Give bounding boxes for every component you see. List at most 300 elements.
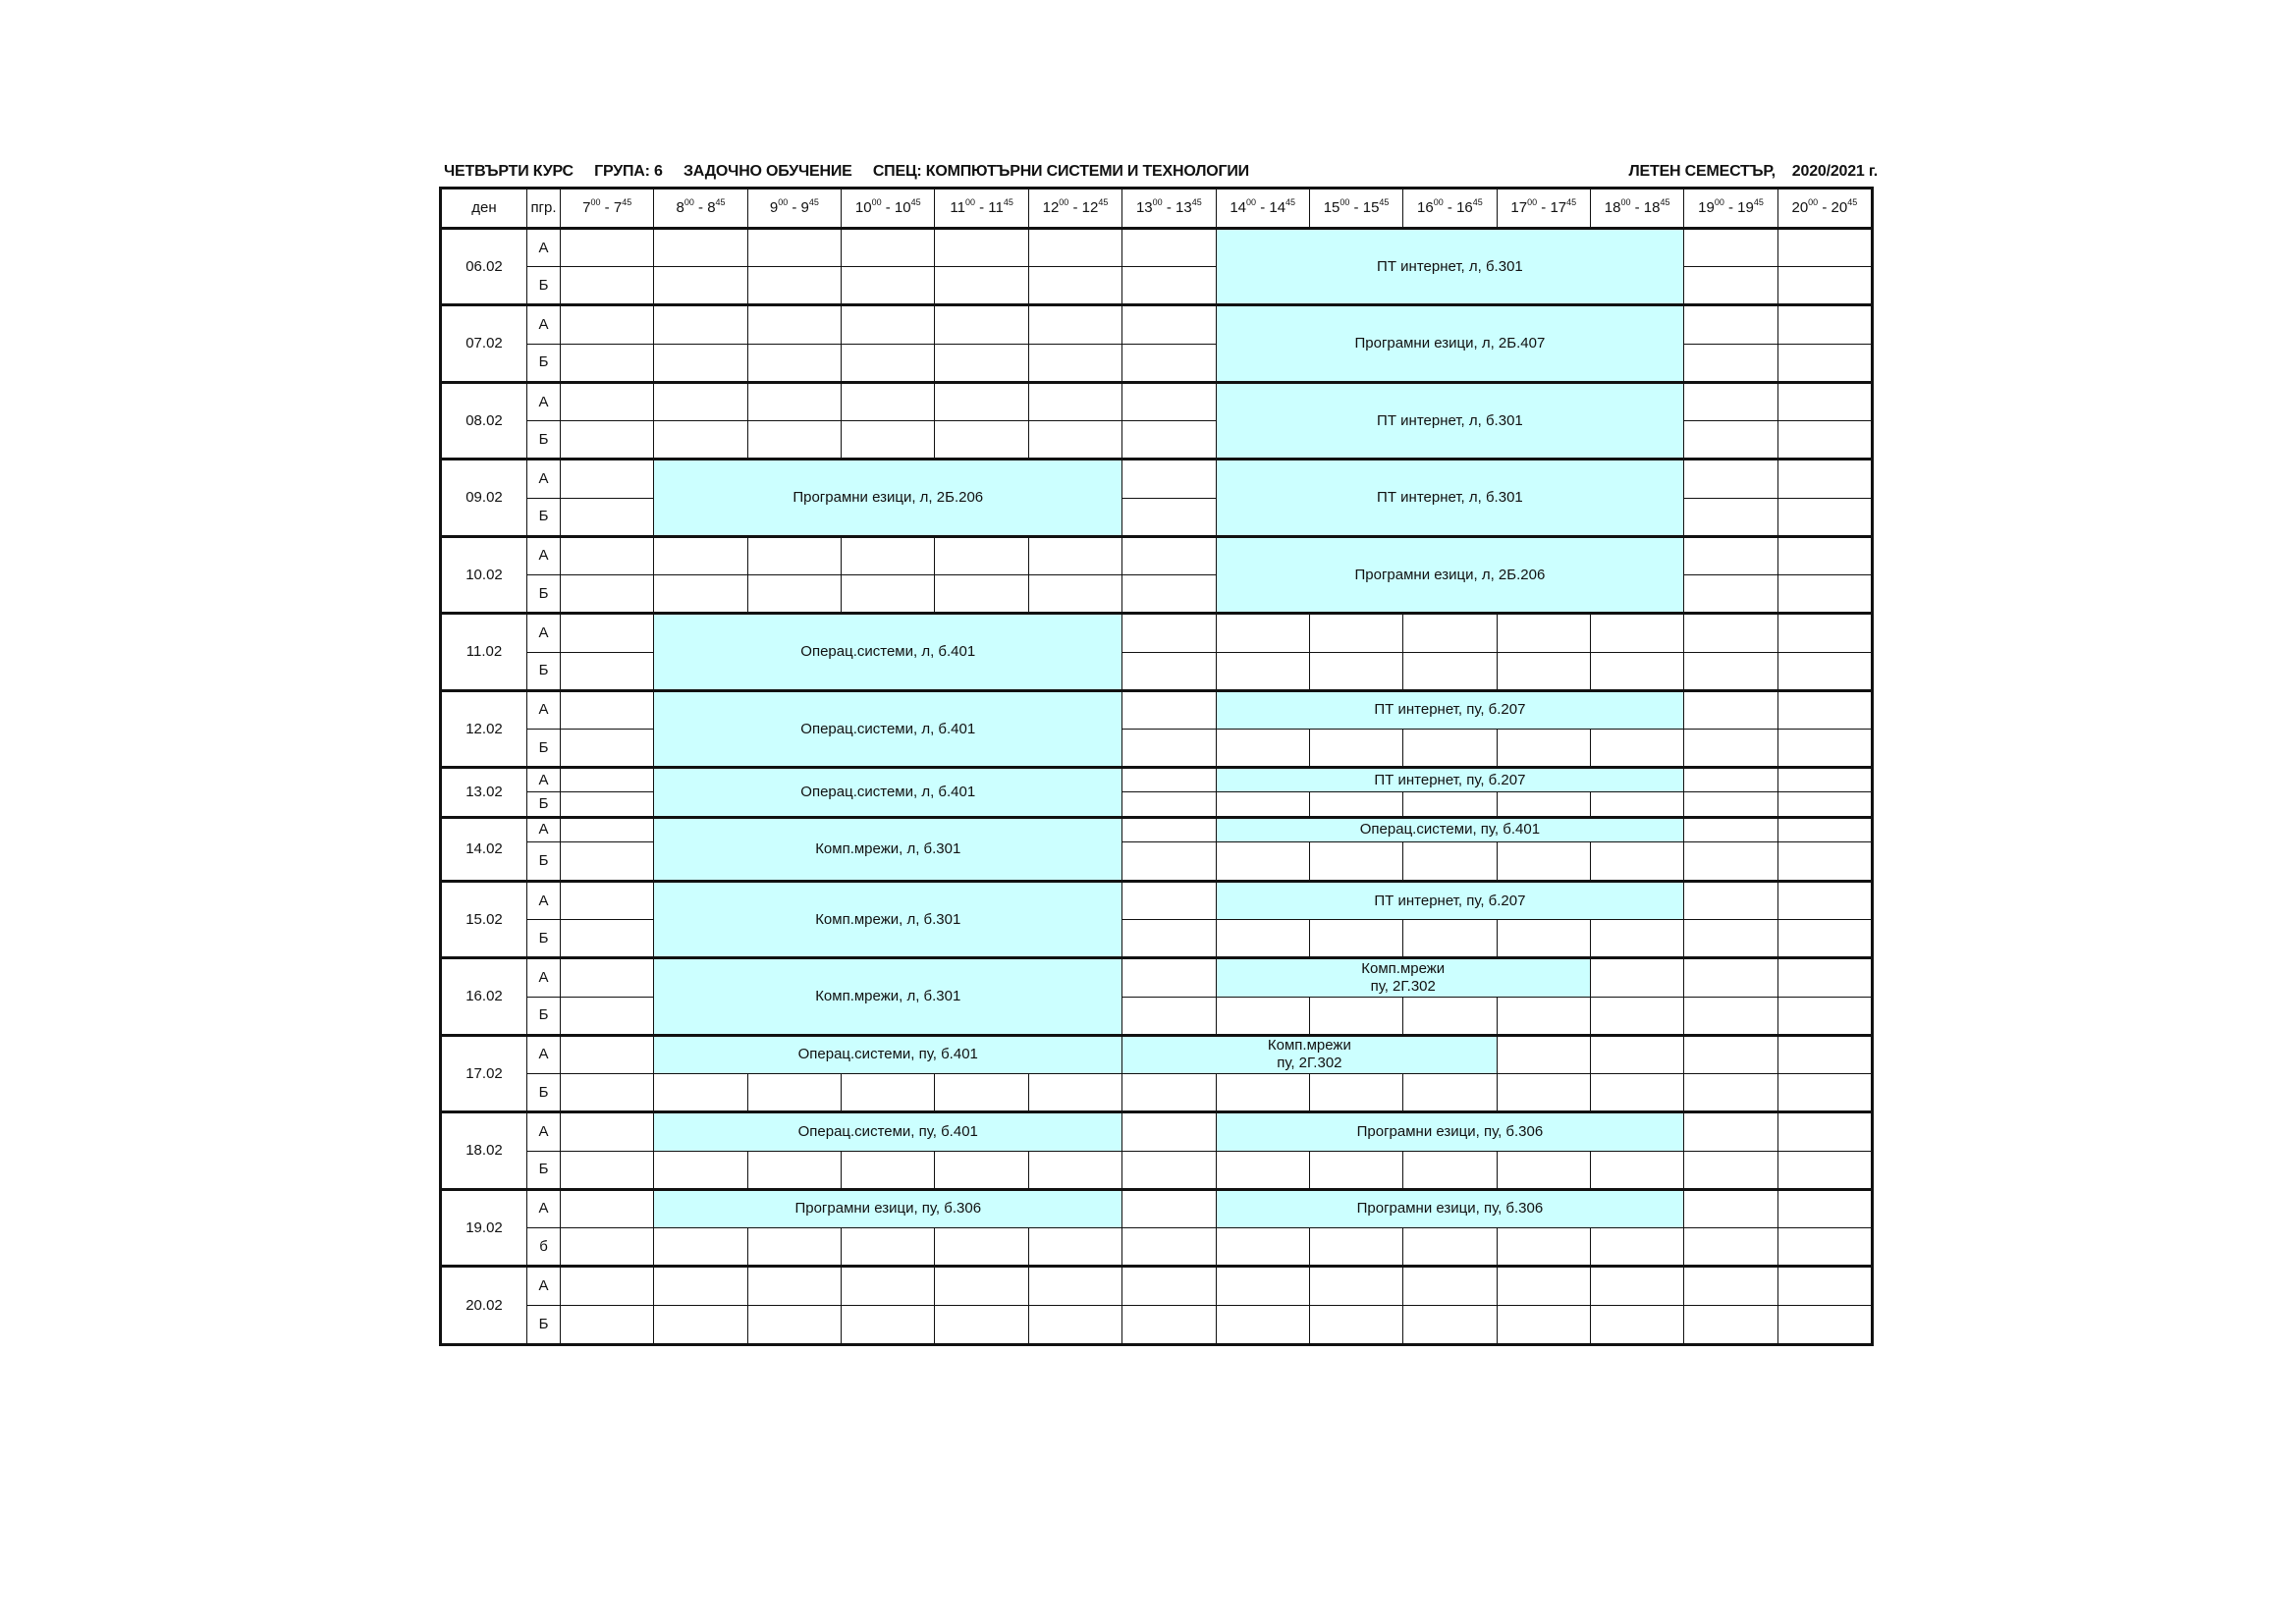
subgroup-label: А <box>527 817 561 841</box>
empty-slot <box>1028 305 1121 344</box>
empty-slot <box>561 1189 654 1227</box>
empty-slot <box>1777 652 1871 690</box>
subgroup-label: А <box>527 536 561 574</box>
empty-slot <box>654 229 747 267</box>
day-column-header: ден <box>442 189 527 229</box>
empty-slot <box>1216 1228 1309 1267</box>
empty-slot <box>1403 997 1497 1035</box>
empty-slot <box>1684 1035 1777 1073</box>
empty-slot <box>1684 344 1777 382</box>
empty-slot <box>1777 1035 1871 1073</box>
empty-slot <box>935 1151 1028 1189</box>
empty-slot <box>561 1151 654 1189</box>
day-date: 18.02 <box>442 1112 527 1189</box>
subgroup-label: Б <box>527 267 561 305</box>
empty-slot <box>842 229 935 267</box>
empty-slot <box>1403 730 1497 768</box>
empty-slot <box>1122 1305 1216 1343</box>
empty-slot <box>747 229 841 267</box>
empty-slot <box>1497 1151 1590 1189</box>
empty-slot <box>1777 614 1871 652</box>
empty-slot <box>1122 690 1216 729</box>
subgroup-column-header: пгр. <box>527 189 561 229</box>
empty-slot <box>1216 730 1309 768</box>
empty-slot <box>561 1112 654 1151</box>
empty-slot <box>747 344 841 382</box>
empty-slot <box>654 1305 747 1343</box>
empty-slot <box>1590 792 1683 817</box>
empty-slot <box>561 997 654 1035</box>
subgroup-label: А <box>527 229 561 267</box>
empty-slot <box>1216 1074 1309 1112</box>
empty-slot <box>1122 817 1216 841</box>
empty-slot <box>1590 841 1683 881</box>
empty-slot <box>1403 1074 1497 1112</box>
empty-slot <box>1777 841 1871 881</box>
empty-slot <box>1122 958 1216 997</box>
subgroup-label: А <box>527 1035 561 1073</box>
time-slot-header: $20^{00} - 20^{45}$ <box>1777 189 1871 229</box>
empty-slot <box>842 305 935 344</box>
empty-slot <box>1497 1267 1590 1305</box>
day-date: 19.02 <box>442 1189 527 1266</box>
class-event: Комп.мрежи, л, б.301 <box>654 881 1122 957</box>
empty-slot <box>1122 1228 1216 1267</box>
empty-slot <box>1684 267 1777 305</box>
empty-slot <box>561 792 654 817</box>
empty-slot <box>1684 1305 1777 1343</box>
empty-slot <box>842 382 935 420</box>
empty-slot <box>1028 267 1121 305</box>
empty-slot <box>1309 730 1402 768</box>
empty-slot <box>654 1228 747 1267</box>
empty-slot <box>1122 267 1216 305</box>
day-date: 20.02 <box>442 1267 527 1344</box>
class-event: Операц.системи, л, б.401 <box>654 768 1122 817</box>
empty-slot <box>1684 881 1777 919</box>
day-date: 08.02 <box>442 382 527 459</box>
time-slot-header: $8^{00} - 8^{45}$ <box>654 189 747 229</box>
schedule-row <box>442 1074 1872 1112</box>
empty-slot <box>1684 690 1777 729</box>
empty-slot <box>1777 1228 1871 1267</box>
schedule-row <box>442 229 1872 267</box>
empty-slot <box>1590 920 1683 958</box>
empty-slot <box>935 575 1028 614</box>
subgroup-label: А <box>527 1189 561 1227</box>
subgroup-label: Б <box>527 652 561 690</box>
time-slot-header: $18^{00} - 18^{45}$ <box>1590 189 1683 229</box>
empty-slot <box>654 421 747 460</box>
empty-slot <box>654 575 747 614</box>
empty-slot <box>1403 614 1497 652</box>
empty-slot <box>561 267 654 305</box>
empty-slot <box>1122 421 1216 460</box>
empty-slot <box>1590 1151 1683 1189</box>
empty-slot <box>1590 1267 1683 1305</box>
schedule-header <box>444 163 1878 185</box>
subgroup-label: Б <box>527 575 561 614</box>
subgroup-label: Б <box>527 498 561 536</box>
empty-slot <box>1403 652 1497 690</box>
empty-slot <box>561 690 654 729</box>
day-date: 07.02 <box>442 305 527 382</box>
empty-slot <box>1216 841 1309 881</box>
empty-slot <box>1122 841 1216 881</box>
empty-slot <box>747 575 841 614</box>
day-date: 14.02 <box>442 817 527 881</box>
empty-slot <box>842 1074 935 1112</box>
day-date: 16.02 <box>442 958 527 1035</box>
empty-slot <box>1684 768 1777 792</box>
empty-slot <box>561 652 654 690</box>
empty-slot <box>1684 920 1777 958</box>
time-slot-header: $9^{00} - 9^{45}$ <box>747 189 841 229</box>
empty-slot <box>1590 1228 1683 1267</box>
class-event: Програмни езици, пу, б.306 <box>1216 1189 1684 1227</box>
empty-slot <box>1684 460 1777 498</box>
class-event: Програмни езици, л, 2Б.206 <box>654 460 1122 536</box>
empty-slot <box>1497 792 1590 817</box>
empty-slot <box>1684 730 1777 768</box>
class-event: Комп.мрежи, л, б.301 <box>654 817 1122 881</box>
day-date: 10.02 <box>442 536 527 613</box>
empty-slot <box>1122 997 1216 1035</box>
empty-slot <box>1028 536 1121 574</box>
subgroup-label: Б <box>527 730 561 768</box>
empty-slot <box>1028 1267 1121 1305</box>
schedule-row <box>442 1112 1872 1151</box>
subgroup-label: Б <box>527 997 561 1035</box>
empty-slot <box>747 1305 841 1343</box>
empty-slot <box>1777 1112 1871 1151</box>
empty-slot <box>747 1228 841 1267</box>
empty-slot <box>654 1151 747 1189</box>
empty-slot <box>1777 768 1871 792</box>
empty-slot <box>1122 730 1216 768</box>
empty-slot <box>1122 792 1216 817</box>
empty-slot <box>1684 652 1777 690</box>
empty-slot <box>1403 841 1497 881</box>
schedule-row <box>442 958 1872 997</box>
empty-slot <box>1309 1074 1402 1112</box>
empty-slot <box>561 498 654 536</box>
empty-slot <box>561 536 654 574</box>
empty-slot <box>1216 1305 1309 1343</box>
subgroup-label: Б <box>527 1074 561 1112</box>
empty-slot <box>842 421 935 460</box>
subgroup-label: Б <box>527 1151 561 1189</box>
empty-slot <box>1777 958 1871 997</box>
empty-slot <box>747 421 841 460</box>
empty-slot <box>1122 382 1216 420</box>
schedule-row <box>442 1305 1872 1343</box>
time-slot-header: $15^{00} - 15^{45}$ <box>1309 189 1402 229</box>
empty-slot <box>1684 1228 1777 1267</box>
empty-slot <box>561 614 654 652</box>
schedule-row <box>442 1228 1872 1267</box>
empty-slot <box>561 305 654 344</box>
empty-slot <box>1028 1074 1121 1112</box>
empty-slot <box>1684 498 1777 536</box>
empty-slot <box>1309 652 1402 690</box>
subgroup-label: А <box>527 614 561 652</box>
empty-slot <box>1497 920 1590 958</box>
empty-slot <box>1684 997 1777 1035</box>
subgroup-label: б <box>527 1228 561 1267</box>
header-course-info: ЧЕТВЪРТИ КУРС ГРУПА: 6 ЗАДОЧНО ОБУЧЕНИЕ СПЕЦ: КОМПЮТЪРНИ СИСТЕМИ И ТЕХНОЛОГИИ <box>444 163 1249 180</box>
empty-slot <box>935 1267 1028 1305</box>
empty-slot <box>1684 841 1777 881</box>
empty-slot <box>747 1267 841 1305</box>
empty-slot <box>1777 730 1871 768</box>
empty-slot <box>1028 1151 1121 1189</box>
empty-slot <box>1216 792 1309 817</box>
empty-slot <box>1777 1189 1871 1227</box>
empty-slot <box>1777 267 1871 305</box>
time-slot-header: $11^{00} - 11^{45}$ <box>935 189 1028 229</box>
empty-slot <box>1028 575 1121 614</box>
empty-slot <box>1684 229 1777 267</box>
empty-slot <box>1684 792 1777 817</box>
empty-slot <box>1497 1228 1590 1267</box>
empty-slot <box>654 1074 747 1112</box>
empty-slot <box>747 305 841 344</box>
class-event: Операц.системи, л, б.401 <box>654 614 1122 690</box>
empty-slot <box>1122 768 1216 792</box>
empty-slot <box>1216 997 1309 1035</box>
empty-slot <box>1122 536 1216 574</box>
empty-slot <box>935 267 1028 305</box>
empty-slot <box>1403 1305 1497 1343</box>
class-event: Комп.мрежи пу, 2Г.302 <box>1216 958 1590 997</box>
empty-slot <box>1403 920 1497 958</box>
empty-slot <box>842 267 935 305</box>
empty-slot <box>1122 1267 1216 1305</box>
empty-slot <box>1684 614 1777 652</box>
empty-slot <box>1122 229 1216 267</box>
subgroup-label: А <box>527 881 561 919</box>
empty-slot <box>1497 1305 1590 1343</box>
empty-slot <box>1309 841 1402 881</box>
empty-slot <box>1122 614 1216 652</box>
empty-slot <box>654 382 747 420</box>
empty-slot <box>1309 792 1402 817</box>
empty-slot <box>935 1305 1028 1343</box>
empty-slot <box>935 536 1028 574</box>
empty-slot <box>654 267 747 305</box>
time-slot-header: $13^{00} - 13^{45}$ <box>1122 189 1216 229</box>
empty-slot <box>561 460 654 498</box>
empty-slot <box>1216 614 1309 652</box>
empty-slot <box>1684 575 1777 614</box>
class-event: ПТ интернет, л, б.301 <box>1216 460 1684 536</box>
empty-slot <box>1777 690 1871 729</box>
empty-slot <box>1777 792 1871 817</box>
class-event: ПТ интернет, л, б.301 <box>1216 229 1684 305</box>
subgroup-label: А <box>527 460 561 498</box>
empty-slot <box>935 421 1028 460</box>
day-date: 15.02 <box>442 881 527 957</box>
empty-slot <box>842 1305 935 1343</box>
empty-slot <box>1777 1267 1871 1305</box>
empty-slot <box>1777 421 1871 460</box>
subgroup-label: Б <box>527 792 561 817</box>
schedule-row <box>442 768 1872 792</box>
empty-slot <box>842 344 935 382</box>
empty-slot <box>1122 881 1216 919</box>
schedule-row <box>442 614 1872 652</box>
empty-slot <box>1216 1151 1309 1189</box>
empty-slot <box>1684 1074 1777 1112</box>
empty-slot <box>1309 1151 1402 1189</box>
class-event: ПТ интернет, пу, б.207 <box>1216 768 1684 792</box>
schedule-row <box>442 1189 1872 1227</box>
empty-slot <box>1497 841 1590 881</box>
class-event: Операц.системи, пу, б.401 <box>654 1035 1122 1073</box>
subgroup-label: А <box>527 1267 561 1305</box>
subgroup-label: Б <box>527 344 561 382</box>
empty-slot <box>1684 382 1777 420</box>
empty-slot <box>1216 1267 1309 1305</box>
empty-slot <box>1122 1151 1216 1189</box>
schedule-row <box>442 881 1872 919</box>
empty-slot <box>654 536 747 574</box>
schedule-row <box>442 1035 1872 1073</box>
empty-slot <box>1684 1151 1777 1189</box>
empty-slot <box>1777 997 1871 1035</box>
empty-slot <box>1777 1305 1871 1343</box>
class-event: ПТ интернет, пу, б.207 <box>1216 690 1684 729</box>
empty-slot <box>747 1074 841 1112</box>
empty-slot <box>561 920 654 958</box>
empty-slot <box>561 1074 654 1112</box>
empty-slot <box>1590 1074 1683 1112</box>
empty-slot <box>1590 614 1683 652</box>
empty-slot <box>1028 1305 1121 1343</box>
empty-slot <box>1122 1112 1216 1151</box>
empty-slot <box>561 768 654 792</box>
empty-slot <box>1122 460 1216 498</box>
empty-slot <box>747 536 841 574</box>
empty-slot <box>1684 1189 1777 1227</box>
empty-slot <box>1122 652 1216 690</box>
empty-slot <box>1497 997 1590 1035</box>
time-slot-header: $10^{00} - 10^{45}$ <box>842 189 935 229</box>
empty-slot <box>935 305 1028 344</box>
empty-slot <box>1590 1305 1683 1343</box>
time-slot-header: $7^{00} - 7^{45}$ <box>561 189 654 229</box>
schedule-row <box>442 1151 1872 1189</box>
class-event: Операц.системи, л, б.401 <box>654 690 1122 767</box>
empty-slot <box>1309 997 1402 1035</box>
empty-slot <box>1028 421 1121 460</box>
empty-slot <box>747 1151 841 1189</box>
empty-slot <box>1028 382 1121 420</box>
empty-slot <box>1309 1228 1402 1267</box>
day-date: 13.02 <box>442 768 527 817</box>
empty-slot <box>842 1228 935 1267</box>
empty-slot <box>654 1267 747 1305</box>
day-date: 09.02 <box>442 460 527 536</box>
empty-slot <box>1497 614 1590 652</box>
empty-slot <box>842 575 935 614</box>
empty-slot <box>654 344 747 382</box>
class-event: Програмни езици, пу, б.306 <box>654 1189 1122 1227</box>
empty-slot <box>654 305 747 344</box>
class-event: Операц.системи, пу, б.401 <box>654 1112 1122 1151</box>
empty-slot <box>561 817 654 841</box>
subgroup-label: А <box>527 690 561 729</box>
header-semester: ЛЕТЕН СЕМЕСТЪР, 2020/2021 г. <box>1628 163 1878 180</box>
empty-slot <box>561 421 654 460</box>
schedule-row <box>442 817 1872 841</box>
empty-slot <box>1309 1267 1402 1305</box>
class-event: ПТ интернет, л, б.301 <box>1216 382 1684 459</box>
schedule-row <box>442 460 1872 498</box>
empty-slot <box>1403 1228 1497 1267</box>
subgroup-label: А <box>527 305 561 344</box>
class-event: Операц.системи, пу, б.401 <box>1216 817 1684 841</box>
empty-slot <box>1497 652 1590 690</box>
empty-slot <box>842 1151 935 1189</box>
empty-slot <box>1122 344 1216 382</box>
empty-slot <box>1309 1305 1402 1343</box>
subgroup-label: А <box>527 768 561 792</box>
empty-slot <box>1122 1074 1216 1112</box>
empty-slot <box>1590 730 1683 768</box>
empty-slot <box>1590 652 1683 690</box>
schedule-row <box>442 1267 1872 1305</box>
day-date: 12.02 <box>442 690 527 767</box>
empty-slot <box>1777 1151 1871 1189</box>
subgroup-label: Б <box>527 841 561 881</box>
empty-slot <box>1777 305 1871 344</box>
empty-slot <box>1777 817 1871 841</box>
empty-slot <box>1684 421 1777 460</box>
day-date: 06.02 <box>442 229 527 305</box>
subgroup-label: Б <box>527 920 561 958</box>
empty-slot <box>1309 614 1402 652</box>
empty-slot <box>561 730 654 768</box>
subgroup-label: А <box>527 958 561 997</box>
empty-slot <box>1777 575 1871 614</box>
empty-slot <box>1777 920 1871 958</box>
subgroup-label: А <box>527 1112 561 1151</box>
empty-slot <box>1684 1267 1777 1305</box>
empty-slot <box>1028 344 1121 382</box>
empty-slot <box>1028 1228 1121 1267</box>
empty-slot <box>1777 498 1871 536</box>
empty-slot <box>1777 460 1871 498</box>
empty-slot <box>1777 344 1871 382</box>
empty-slot <box>935 344 1028 382</box>
time-slot-header: $12^{00} - 12^{45}$ <box>1028 189 1121 229</box>
class-event: Програмни езици, л, 2Б.206 <box>1216 536 1684 613</box>
empty-slot <box>1590 1035 1683 1073</box>
schedule-row <box>442 382 1872 420</box>
empty-slot <box>1684 817 1777 841</box>
empty-slot <box>1684 305 1777 344</box>
empty-slot <box>1122 1189 1216 1227</box>
day-date: 17.02 <box>442 1035 527 1111</box>
schedule-row <box>442 536 1872 574</box>
empty-slot <box>1777 881 1871 919</box>
empty-slot <box>561 344 654 382</box>
empty-slot <box>1216 652 1309 690</box>
empty-slot <box>561 958 654 997</box>
empty-slot <box>561 382 654 420</box>
